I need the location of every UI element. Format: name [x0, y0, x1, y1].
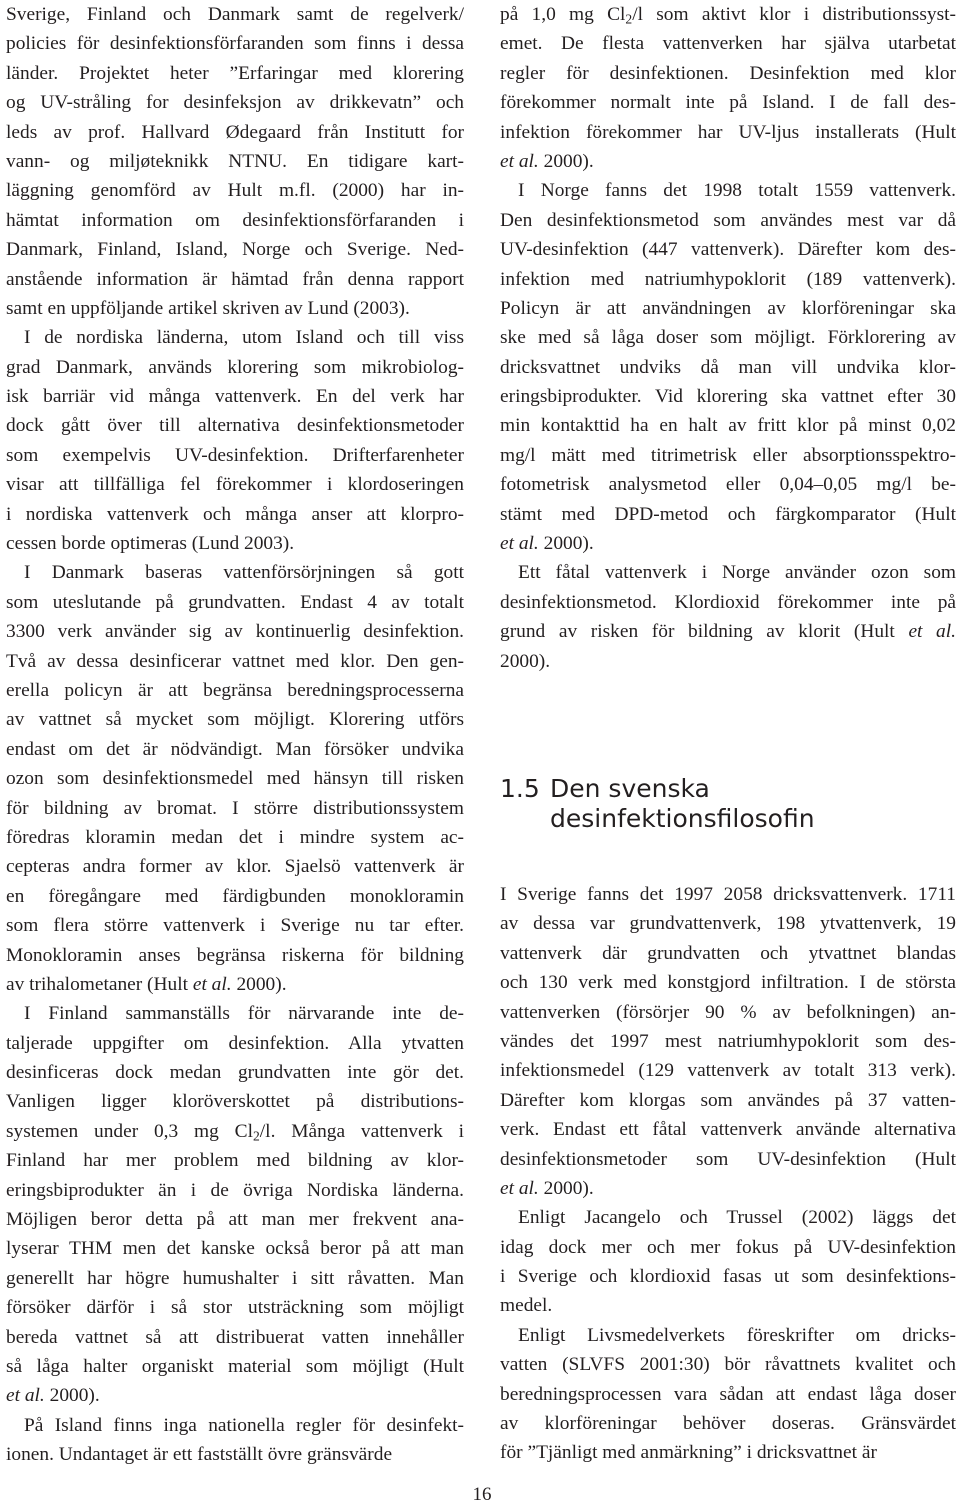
text-line: grad Danmark, används klorering som mikrobiolog-: [6, 356, 464, 378]
text-line: desinfektionsmetod. Klordioxid förekommer inte på: [500, 591, 956, 613]
text-line: infektion förekommer har UV-ljus installerats (Hult: [500, 121, 956, 143]
text-line: lyserar THM men det kanske också beror på att man: [6, 1238, 464, 1260]
section-title-line-2: desinfektionsfilosofin: [550, 804, 815, 833]
text-line: I Sverige fanns det 1997 2058 dricksvattenverk. 1711: [500, 884, 956, 905]
text-line: Ett fåtal vattenverk i Norge använder ozon som: [518, 562, 956, 584]
text-line: på 1,0 mg $Cl_2/l$ som aktivt klor i distributionssyst-: [500, 4, 956, 27]
text-line: og UV-stråling for desinfeksjon av drikkevatn” och: [6, 92, 464, 114]
text-line: cessen borde optimeras (Lund 2003).: [6, 533, 295, 555]
text-line: eringsbiprodukter. Vid klorering ska vattnet efter 30: [500, 386, 956, 408]
text-line: så låga halter organiskt material som möjligt (Hult: [6, 1355, 464, 1377]
text-line: mg/l mätt med titrimetrisk eller absorptionsspektro-: [500, 444, 956, 466]
text-line: verk. Endast ett fåtal vattenverk använde alternativa: [500, 1119, 956, 1141]
text-line: I Finland sammanställs för närvarande inte de-: [24, 1003, 464, 1025]
text-line: erella policyn är att begränsa beredningsprocesserna: [6, 679, 464, 701]
text-line: eringsbiprodukter än i de övriga Nordiska länderna.: [6, 1179, 464, 1201]
text-line: regler för desinfektionen. Desinfektion med klor: [500, 62, 956, 84]
text-line: Enligt Jacangelo och Trussel (2002) läggs det: [518, 1207, 956, 1229]
section-number: 1.5: [500, 774, 540, 803]
text-line: av trihalometaner (Hult et al. 2000).: [6, 973, 287, 995]
text-line: länder. Projektet heter ”Erfaringar med klorering: [6, 62, 464, 84]
text-line: dricksvattnet undviks då man vill undvika klor-: [500, 356, 956, 378]
text-line: Sverige, Finland och Danmark samt de regelverk/: [6, 4, 464, 25]
text-line: Monokloramin anses begränsa riskerna för bildning: [6, 944, 464, 966]
text-line: Den desinfektionsmetod som användes mest var då: [500, 209, 956, 231]
text-line: infektion med natriumhypoklorit (189 vattenverk).: [500, 268, 956, 290]
text-line: I Danmark baseras vattenförsörjningen så gott: [24, 562, 464, 584]
text-line: vattenverken (försörjer 90 % av befolkningen) an-: [500, 1001, 956, 1023]
text-line: Vanligen ligger kloröverskottet på distributions-: [6, 1091, 464, 1113]
text-line: Därefter kom klorgas som användes på 37 vatten-: [500, 1089, 956, 1111]
text-line: som uteslutande på grundvatten. Endast 4 av totalt: [6, 591, 464, 613]
text-line: I Norge fanns det 1998 totalt 1559 vattenverk.: [518, 180, 956, 202]
text-line: endast om det är nödvändigt. Man försöker undvika: [6, 738, 464, 760]
text-line: samt en uppföljande artikel skriven av Lund (2003).: [6, 297, 410, 319]
text-line: visar att tillfälliga fel förekommer i klordoseringen: [6, 474, 464, 496]
text-line: min kontakttid ha en halt av fritt klor på minst 0,02: [500, 415, 956, 437]
text-line: för ”Tjänligt med anmärkning” i dricksvattnet är: [500, 1442, 877, 1464]
text-line: en föregångare med färdigbunden monokloramin: [6, 885, 464, 907]
text-line: i nordiska vattenverk och många anser att klorpro-: [6, 503, 464, 525]
text-line: På Island finns inga nationella regler för desinfekt-: [24, 1414, 464, 1436]
text-line: vändes det 1997 mest natriumhypoklorit som des-: [500, 1030, 956, 1052]
text-line: ozon som desinfektionsmedel med hänsyn till risken: [6, 768, 464, 790]
text-line: Danmark, Finland, Island, Norge och Sverige. Ned-: [6, 239, 464, 261]
text-line: av vattnet så mycket som möjligt. Klorering utförs: [6, 709, 464, 731]
text-line: stämt med DPD-metod och färgkomparator (Hult: [500, 503, 956, 525]
text-line: och 130 verk med konstgjord infiltration. I de största: [500, 972, 956, 994]
text-line: Möjligen beror detta på att man mer frekvent ana-: [6, 1209, 464, 1231]
text-line: 2000).: [500, 650, 551, 672]
right-column-top: [500, 0, 956, 676]
text-line: försöker därför i så stor utsträckning som möjligt: [6, 1297, 464, 1319]
text-line: infektionsmedel (129 vattenverk av totalt 313 verk).: [500, 1060, 956, 1082]
text-line: för bildning av bromat. I större distributionssystem: [6, 797, 464, 819]
text-line: Policyn är att användningen av klorföreningar ska: [500, 297, 956, 319]
text-line: systemen under 0,3 mg $Cl_2/l$. Många vattenverk i: [6, 1120, 464, 1144]
text-line: ionen. Undantaget är ett fastställt övre gränsvärde: [6, 1444, 393, 1466]
text-line: beredningsprocessen vara sådan att endast låga doser: [500, 1383, 956, 1405]
text-line: i Sverige och klordioxid fasas ut som desinfektions-: [500, 1266, 956, 1288]
page-number: 16: [472, 1484, 492, 1505]
text-line: bereda vattnet så att distribuerat vatten innehåller: [6, 1326, 464, 1348]
text-line: som flera större vattenverk i Sverige nu tar efter.: [6, 915, 464, 937]
text-line: I de nordiska länderna, utom Island och till viss: [24, 327, 464, 349]
text-line: desinfektionsmetoder som UV-desinfektion (Hult: [500, 1148, 956, 1170]
text-line: dock gått över till alternativa desinfektionsmetoder: [6, 415, 464, 437]
text-line: av dessa var grundvattenverk, 198 ytvattenverk, 19: [500, 913, 956, 935]
text-line: et al. 2000).: [500, 1177, 594, 1199]
text-line: anstående information är hämtad från denna rapport: [6, 268, 464, 290]
text-line: vattenverk där grundvatten och ytvattnet blandas: [500, 942, 956, 964]
text-line: förekommer normalt inte på Island. I de fall des-: [500, 92, 956, 114]
text-line: leds av prof. Hallvard Ødegaard från Institutt for: [6, 121, 464, 143]
text-line: desinficeras dock medan grundvatten inte gör det.: [6, 1062, 464, 1084]
text-line: medel.: [500, 1295, 553, 1317]
text-line: ske med så låga doser som möjligt. Förklorering av: [500, 327, 956, 349]
text-line: 3300 verk använder sig av kontinuerlig desinfektion.: [6, 621, 464, 643]
text-line: som exempelvis UV-desinfektion. Drifterfarenheter: [6, 444, 464, 466]
text-line: emet. De flesta vattenverken har själva utarbetat: [500, 33, 956, 55]
text-line: vann- og miljøteknikk NTNU. En tidigare kart-: [6, 150, 464, 172]
text-line: generellt har högre humushalter i sitt råvatten. Man: [6, 1267, 464, 1289]
text-line: isk barriär vid många vattenverk. En del verk har: [6, 386, 464, 408]
text-line: fotometrisk analysmetod eller 0,04–0,05 mg/l be-: [500, 474, 956, 496]
text-line: Finland har mer problem med bildning av klor-: [6, 1150, 464, 1172]
section-title-line-1: Den svenska: [550, 774, 710, 803]
text-line: et al. 2000).: [6, 1385, 100, 1407]
text-line: idag dock mer och mer fokus på UV-desinfektion: [500, 1236, 956, 1258]
text-line: läggning genomförd av Hult m.fl. (2000) har in-: [6, 180, 464, 202]
text-line: cepteras andra former av klor. Sjaelsö vattenverk är: [6, 856, 464, 878]
text-line: policies för desinfektionsförfaranden som finns i dessa: [6, 33, 464, 55]
right-column-bottom: [500, 880, 956, 1468]
text-line: taljerade uppgifter om desinfektion. Alla ytvatten: [6, 1032, 464, 1054]
text-line: vatten (SLVFS 2001:30) bör råvattnets kvalitet och: [500, 1354, 956, 1376]
text-line: av klorföreningar behöver doseras. Gränsvärdet: [500, 1413, 956, 1435]
text-line: Enligt Livsmedelverkets föreskrifter om dricks-: [518, 1324, 956, 1346]
text-line: et al. 2000).: [500, 150, 594, 172]
text-line: hämtat information om desinfektionsförfaranden i: [6, 209, 464, 231]
text-line: UV-desinfektion (447 vattenverk). Därefter kom des-: [500, 239, 956, 261]
text-line: Två av dessa desinficerar vattnet med klor. Den gen-: [6, 650, 464, 672]
text-line: föredras kloramin medan det i mindre system ac-: [6, 826, 464, 848]
text-line: grund av risken för bildning av klorit (Hult et al.: [500, 621, 956, 643]
text-line: et al. 2000).: [500, 533, 594, 555]
left-column: [6, 0, 464, 1470]
